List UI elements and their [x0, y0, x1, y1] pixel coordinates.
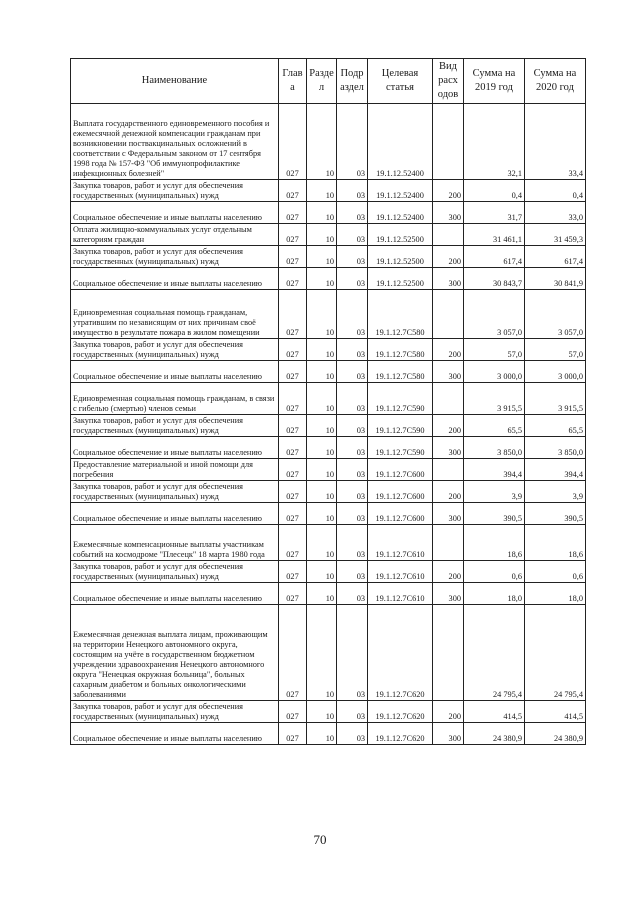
row-chapter: 027 [279, 383, 307, 415]
row-sum-2020: 33,0 [525, 202, 586, 224]
budget-table-container [70, 58, 585, 745]
row-subsection: 03 [337, 290, 368, 339]
row-sum-2020: 3 850,0 [525, 437, 586, 459]
row-sum-2019: 0,6 [464, 561, 525, 583]
row-chapter: 027 [279, 415, 307, 437]
table-row [71, 701, 586, 723]
row-section: 10 [307, 268, 337, 290]
row-name [71, 605, 279, 701]
row-name-text: Социальное обеспечение и иные выплаты населению [73, 734, 262, 743]
row-subsection: 03 [337, 561, 368, 583]
row-sum-2019: 24 795,4 [464, 605, 525, 701]
row-chapter: 027 [279, 503, 307, 525]
row-sum-2019: 57,0 [464, 339, 525, 361]
row-subsection: 03 [337, 481, 368, 503]
row-subsection: 03 [337, 246, 368, 268]
table-row [71, 503, 586, 525]
row-chapter: 027 [279, 224, 307, 246]
row-expense-type [433, 459, 464, 481]
row-chapter: 027 [279, 268, 307, 290]
row-subsection: 03 [337, 583, 368, 605]
row-section: 10 [307, 202, 337, 224]
row-sum-2020: 65,5 [525, 415, 586, 437]
row-sum-2019: 3 000,0 [464, 361, 525, 383]
row-sum-2020: 390,5 [525, 503, 586, 525]
row-sum-2020: 3 915,5 [525, 383, 586, 415]
row-name [71, 361, 279, 383]
header-section: Разде л [307, 59, 337, 104]
row-section: 10 [307, 339, 337, 361]
row-section: 10 [307, 583, 337, 605]
row-chapter: 027 [279, 246, 307, 268]
row-subsection: 03 [337, 104, 368, 180]
row-subsection: 03 [337, 268, 368, 290]
row-name-text: Социальное обеспечение и иные выплаты населению [73, 279, 262, 288]
table-row [71, 525, 586, 561]
row-sum-2019: 0,4 [464, 180, 525, 202]
row-name-text: Социальное обеспечение и иные выплаты населению [73, 213, 262, 222]
row-target-article: 19.1.12.7С590 [368, 415, 433, 437]
row-target-article: 19.1.12.7С590 [368, 383, 433, 415]
row-section: 10 [307, 503, 337, 525]
row-subsection: 03 [337, 459, 368, 481]
header-sum-2020: Сумма на 2020 год [525, 59, 586, 104]
row-expense-type [433, 290, 464, 339]
row-name-text: Социальное обеспечение и иные выплаты населению [73, 514, 262, 523]
row-name [71, 583, 279, 605]
row-name [71, 701, 279, 723]
row-expense-type [433, 104, 464, 180]
row-sum-2020: 3 057,0 [525, 290, 586, 339]
row-sum-2019: 617,4 [464, 246, 525, 268]
row-name [71, 180, 279, 202]
row-subsection: 03 [337, 202, 368, 224]
row-name-text: Ежемесячная денежная выплата лицам, проживающим на территории Ненецкого автономного округа, состоящим на учёте в государственном бюджетном учреждении здравоохранения Ненецкого автономного округа "Ненецкая окружная больница", больных сахарным диабетом и больных онкологическими заболеваниями [73, 630, 268, 699]
row-chapter: 027 [279, 459, 307, 481]
row-name-text: Выплата государственного единовременного пособия и ежемесячной денежной компенсации гражданам при возникновении поствакцинальных осложнений в соответствии с Федеральным законом от 17 сентября 1998 года № 157-ФЗ "Об иммунопрофилактике инфекционных болезней" [73, 119, 270, 178]
row-sum-2020: 3 000,0 [525, 361, 586, 383]
row-section: 10 [307, 361, 337, 383]
row-name-text: Социальное обеспечение и иные выплаты населению [73, 594, 262, 603]
table-row [71, 202, 586, 224]
row-target-article: 19.1.12.7С590 [368, 437, 433, 459]
row-name [71, 339, 279, 361]
row-expense-type: 300 [433, 723, 464, 745]
row-sum-2020: 33,4 [525, 104, 586, 180]
row-expense-type: 300 [433, 361, 464, 383]
row-expense-type: 300 [433, 202, 464, 224]
row-sum-2019: 18,6 [464, 525, 525, 561]
row-expense-type [433, 525, 464, 561]
row-name [71, 104, 279, 180]
row-sum-2019: 390,5 [464, 503, 525, 525]
row-sum-2020: 0,4 [525, 180, 586, 202]
row-sum-2020: 30 841,9 [525, 268, 586, 290]
row-section: 10 [307, 723, 337, 745]
table-row [71, 583, 586, 605]
row-section: 10 [307, 701, 337, 723]
row-target-article: 19.1.12.7С610 [368, 525, 433, 561]
row-target-article: 19.1.12.7С610 [368, 583, 433, 605]
row-target-article: 19.1.12.7С610 [368, 561, 433, 583]
row-target-article: 19.1.12.52400 [368, 180, 433, 202]
row-name-text: Закупка товаров, работ и услуг для обеспечения государственных (муниципальных) нужд [73, 340, 243, 359]
row-chapter: 027 [279, 290, 307, 339]
row-target-article: 19.1.12.7С620 [368, 701, 433, 723]
row-name-text: Закупка товаров, работ и услуг для обеспечения государственных (муниципальных) нужд [73, 181, 243, 200]
row-name [71, 268, 279, 290]
table-row [71, 268, 586, 290]
row-chapter: 027 [279, 481, 307, 503]
row-name [71, 202, 279, 224]
header-subsection: Подр аздел [337, 59, 368, 104]
row-sum-2019: 32,1 [464, 104, 525, 180]
row-chapter: 027 [279, 437, 307, 459]
row-chapter: 027 [279, 701, 307, 723]
row-name [71, 459, 279, 481]
row-sum-2020: 57,0 [525, 339, 586, 361]
row-sum-2020: 24 380,9 [525, 723, 586, 745]
row-target-article: 19.1.12.7С580 [368, 361, 433, 383]
row-section: 10 [307, 415, 337, 437]
row-sum-2020: 24 795,4 [525, 605, 586, 701]
table-header-row [71, 59, 586, 104]
row-sum-2019: 3 915,5 [464, 383, 525, 415]
row-expense-type: 300 [433, 268, 464, 290]
row-target-article: 19.1.12.7С600 [368, 459, 433, 481]
row-expense-type: 200 [433, 339, 464, 361]
row-name [71, 383, 279, 415]
row-name [71, 561, 279, 583]
table-row [71, 383, 586, 415]
row-section: 10 [307, 290, 337, 339]
row-name [71, 437, 279, 459]
row-sum-2019: 31,7 [464, 202, 525, 224]
row-section: 10 [307, 459, 337, 481]
row-name-text: Предоставление материальной и иной помощи для погребения [73, 460, 253, 479]
row-sum-2019: 18,0 [464, 583, 525, 605]
row-expense-type: 200 [433, 246, 464, 268]
row-name-text: Закупка товаров, работ и услуг для обеспечения государственных (муниципальных) нужд [73, 482, 243, 501]
table-row [71, 339, 586, 361]
row-name-text: Ежемесячные компенсационные выплаты участникам событий на космодроме "Плесецк" 18 марта 1980 года [73, 540, 265, 559]
row-sum-2020: 18,0 [525, 583, 586, 605]
row-name [71, 290, 279, 339]
row-expense-type: 300 [433, 437, 464, 459]
row-expense-type: 200 [433, 561, 464, 583]
row-sum-2019: 24 380,9 [464, 723, 525, 745]
row-target-article: 19.1.12.7С620 [368, 723, 433, 745]
row-name-text: Социальное обеспечение и иные выплаты населению [73, 448, 262, 457]
row-section: 10 [307, 180, 337, 202]
row-section: 10 [307, 383, 337, 415]
row-subsection: 03 [337, 503, 368, 525]
row-target-article: 19.1.12.52400 [368, 104, 433, 180]
row-expense-type: 300 [433, 503, 464, 525]
row-chapter: 027 [279, 583, 307, 605]
table-body [71, 104, 586, 745]
row-subsection: 03 [337, 723, 368, 745]
header-sum-2019: Сумма на 2019 год [464, 59, 525, 104]
row-name [71, 481, 279, 503]
row-subsection: 03 [337, 339, 368, 361]
row-target-article: 19.1.12.52400 [368, 202, 433, 224]
row-name-text: Единовременная социальная помощь гражданам, в связи с гибелью (смертью) членов семьи [73, 394, 275, 413]
row-target-article: 19.1.12.7С580 [368, 290, 433, 339]
table-row [71, 415, 586, 437]
row-name [71, 525, 279, 561]
row-name-text: Единовременная социальная помощь гражданам, утратившим по независящим от них причинам своё имущество в результате пожара в жилом помещении [73, 308, 260, 337]
budget-table [70, 58, 586, 745]
row-target-article: 19.1.12.7С600 [368, 503, 433, 525]
row-target-article: 19.1.12.7С620 [368, 605, 433, 701]
row-sum-2020: 3,9 [525, 481, 586, 503]
table-row [71, 246, 586, 268]
row-name [71, 415, 279, 437]
row-section: 10 [307, 437, 337, 459]
table-row [71, 459, 586, 481]
row-sum-2019: 30 843,7 [464, 268, 525, 290]
row-subsection: 03 [337, 701, 368, 723]
table-row [71, 481, 586, 503]
row-sum-2020: 0,6 [525, 561, 586, 583]
table-row [71, 224, 586, 246]
row-expense-type: 200 [433, 415, 464, 437]
header-target-article: Целевая статья [368, 59, 433, 104]
row-name [71, 246, 279, 268]
row-expense-type: 200 [433, 180, 464, 202]
row-expense-type [433, 224, 464, 246]
row-sum-2020: 414,5 [525, 701, 586, 723]
row-chapter: 027 [279, 361, 307, 383]
row-name-text: Закупка товаров, работ и услуг для обеспечения государственных (муниципальных) нужд [73, 702, 243, 721]
row-section: 10 [307, 561, 337, 583]
table-row [71, 361, 586, 383]
row-target-article: 19.1.12.7С580 [368, 339, 433, 361]
row-name-text: Закупка товаров, работ и услуг для обеспечения государственных (муниципальных) нужд [73, 562, 243, 581]
row-section: 10 [307, 525, 337, 561]
row-section: 10 [307, 104, 337, 180]
row-chapter: 027 [279, 723, 307, 745]
row-sum-2020: 617,4 [525, 246, 586, 268]
row-expense-type: 200 [433, 481, 464, 503]
row-expense-type [433, 383, 464, 415]
row-sum-2019: 31 461,1 [464, 224, 525, 246]
row-name-text: Оплата жилищно-коммунальных услуг отдельным категориям граждан [73, 225, 252, 244]
row-name [71, 503, 279, 525]
header-chapter: Глав а [279, 59, 307, 104]
row-sum-2019: 3 850,0 [464, 437, 525, 459]
row-sum-2019: 394,4 [464, 459, 525, 481]
row-expense-type: 300 [433, 583, 464, 605]
table-row [71, 561, 586, 583]
row-name-text: Социальное обеспечение и иные выплаты населению [73, 372, 262, 381]
row-name-text: Закупка товаров, работ и услуг для обеспечения государственных (муниципальных) нужд [73, 247, 243, 266]
table-row [71, 180, 586, 202]
table-row [71, 290, 586, 339]
row-chapter: 027 [279, 180, 307, 202]
row-section: 10 [307, 481, 337, 503]
row-section: 10 [307, 605, 337, 701]
row-chapter: 027 [279, 561, 307, 583]
row-target-article: 19.1.12.7С600 [368, 481, 433, 503]
row-expense-type: 200 [433, 701, 464, 723]
table-row [71, 605, 586, 701]
row-subsection: 03 [337, 224, 368, 246]
row-target-article: 19.1.12.52500 [368, 224, 433, 246]
page-number: 70 [313, 832, 327, 847]
row-sum-2019: 3,9 [464, 481, 525, 503]
table-row [71, 723, 586, 745]
row-section: 10 [307, 224, 337, 246]
row-chapter: 027 [279, 104, 307, 180]
row-name [71, 224, 279, 246]
header-expense-type: Вид расх одов [433, 59, 464, 104]
row-subsection: 03 [337, 415, 368, 437]
header-name: Наименование [71, 59, 279, 104]
row-sum-2019: 414,5 [464, 701, 525, 723]
row-chapter: 027 [279, 202, 307, 224]
table-row [71, 104, 586, 180]
row-chapter: 027 [279, 339, 307, 361]
row-target-article: 19.1.12.52500 [368, 246, 433, 268]
table-row [71, 437, 586, 459]
row-subsection: 03 [337, 437, 368, 459]
row-sum-2020: 18,6 [525, 525, 586, 561]
row-subsection: 03 [337, 383, 368, 415]
row-sum-2020: 394,4 [525, 459, 586, 481]
row-name [71, 723, 279, 745]
row-subsection: 03 [337, 180, 368, 202]
row-expense-type [433, 605, 464, 701]
row-chapter: 027 [279, 525, 307, 561]
row-sum-2019: 3 057,0 [464, 290, 525, 339]
row-subsection: 03 [337, 605, 368, 701]
row-subsection: 03 [337, 361, 368, 383]
row-sum-2019: 65,5 [464, 415, 525, 437]
row-chapter: 027 [279, 605, 307, 701]
row-sum-2020: 31 459,3 [525, 224, 586, 246]
row-target-article: 19.1.12.52500 [368, 268, 433, 290]
row-section: 10 [307, 246, 337, 268]
row-subsection: 03 [337, 525, 368, 561]
row-name-text: Закупка товаров, работ и услуг для обеспечения государственных (муниципальных) нужд [73, 416, 243, 435]
